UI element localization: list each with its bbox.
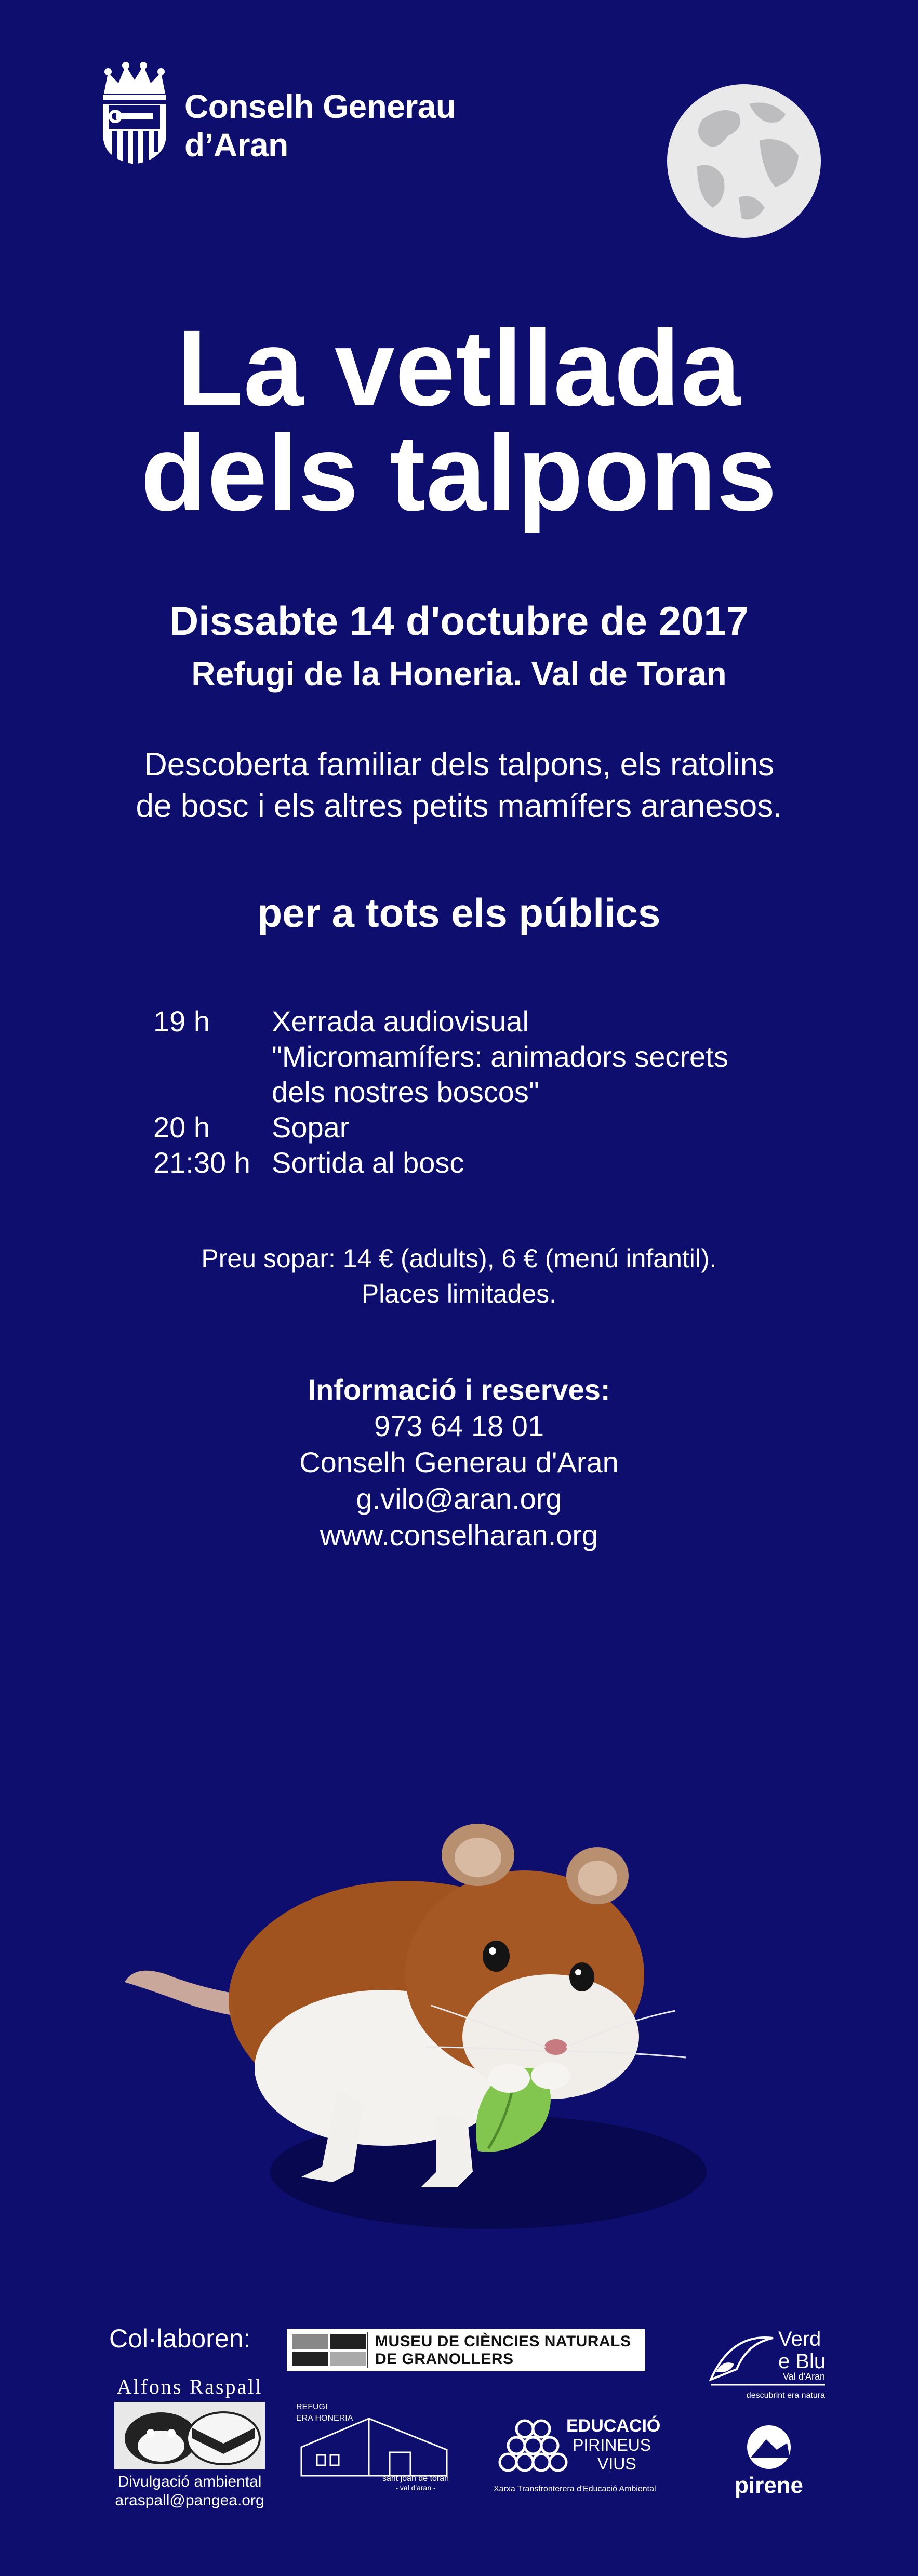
educacio-line3: VIUS (597, 2454, 636, 2473)
event-title-line1: La vetllada (177, 308, 741, 429)
schedule-activity: Sopar (272, 1111, 350, 1144)
moon-illustration (666, 83, 822, 239)
educacio-line2: PIRINEUS (573, 2436, 651, 2454)
schedule-activity: Sortida al bosc (272, 1146, 464, 1179)
verd-line1: Verd (778, 2328, 821, 2351)
schedule-time: 20 h (153, 1111, 210, 1144)
pirene-label: pirene (734, 2473, 804, 2498)
organization-name-line1: Conselh Generau (184, 88, 456, 125)
raspall-line2[interactable]: araspall@pangea.org (115, 2492, 264, 2509)
price-line1: Preu sopar: 14 € (adults), 6 € (menú infantil). (201, 1244, 717, 1273)
sponsor-pirene-logo[interactable] (725, 2421, 813, 2499)
raspall-description (107, 2473, 273, 2510)
sponsor-refugi-era-honeria-logo[interactable] (291, 2398, 462, 2491)
schedule-activity (272, 1004, 791, 1110)
collaborators-label: Col·laboren: (109, 2324, 251, 2353)
organization-name-line2: d’Aran (184, 126, 288, 164)
contact-organization: Conselh Generau d'Aran (299, 1446, 619, 1479)
educacio-sub: Xarxa Transfronterera d'Educació Ambiental (494, 2485, 656, 2493)
event-venue: Refugi de la Honeria. Val de Toran (191, 655, 727, 693)
schedule (153, 1004, 791, 1180)
organization-name (184, 87, 456, 164)
schedule-row (153, 1145, 791, 1180)
museu-name-line2: DE GRANOLLERS (375, 2351, 514, 2368)
coat-of-arms-logo (99, 61, 170, 165)
verd-sub2: descubrint era natura (746, 2391, 825, 2400)
event-title-line2: dels talpons (140, 413, 778, 534)
verd-line2: e Blu (778, 2350, 826, 2373)
animal-faces-icon (114, 2402, 265, 2469)
event-date: Dissabte 14 d'octubre de 2017 (169, 598, 749, 644)
verd-sub1: Val d'Aran (782, 2371, 825, 2382)
raspall-logo (114, 2402, 265, 2469)
contact-email[interactable]: g.vilo@aran.org (356, 1482, 562, 1515)
museu-logo-icon (290, 2332, 368, 2368)
contact-website[interactable]: www.conselharan.org (320, 1519, 598, 1551)
mouse-illustration (114, 1777, 717, 2234)
sponsor-museu-granollers[interactable] (287, 2329, 645, 2371)
contact-phone[interactable]: 973 64 18 01 (374, 1410, 544, 1442)
event-title (0, 308, 918, 534)
sponsor-verd-e-blu-logo[interactable] (700, 2322, 830, 2406)
schedule-activity-line: "Micromamífers: animadors secrets (272, 1040, 728, 1073)
schedule-row (153, 1004, 791, 1110)
raspall-name: Alfons Raspall (116, 2375, 263, 2398)
contact-heading: Informació i reserves: (308, 1373, 610, 1406)
price-line2: Places limitades. (361, 1279, 557, 1308)
schedule-row (153, 1110, 791, 1145)
sponsor-alfons-raspall[interactable] (107, 2374, 273, 2510)
event-audience: per a tots els públics (257, 890, 661, 936)
price-info (0, 1241, 918, 1311)
museu-name-line1: MUSEU DE CIÈNCIES NATURALS (375, 2333, 631, 2350)
raspall-line1: Divulgació ambiental (117, 2473, 262, 2490)
schedule-activity-line: Xerrada audiovisual (272, 1005, 529, 1038)
schedule-activity-line: dels nostres boscos" (272, 1075, 539, 1108)
description-line1: Descoberta familiar dels talpons, els ratolins (144, 747, 774, 782)
event-description (0, 744, 918, 827)
sponsor-educacio-pirineus-vius-logo[interactable] (488, 2413, 665, 2502)
contact-info (0, 1372, 918, 1553)
schedule-time: 21:30 h (153, 1146, 250, 1179)
schedule-time: 19 h (153, 1005, 210, 1038)
refugi-line2: ERA HONERIA (296, 2414, 353, 2423)
refugi-sub2: - val d'aran - (395, 2484, 436, 2491)
museu-name (375, 2333, 631, 2368)
description-line2: de bosc i els altres petits mamífers aranesos. (136, 788, 782, 824)
refugi-line1: REFUGI (296, 2402, 328, 2411)
refugi-sub1: sant joan de toran (382, 2474, 449, 2483)
educacio-line1: EDUCACIÓ (566, 2416, 661, 2436)
